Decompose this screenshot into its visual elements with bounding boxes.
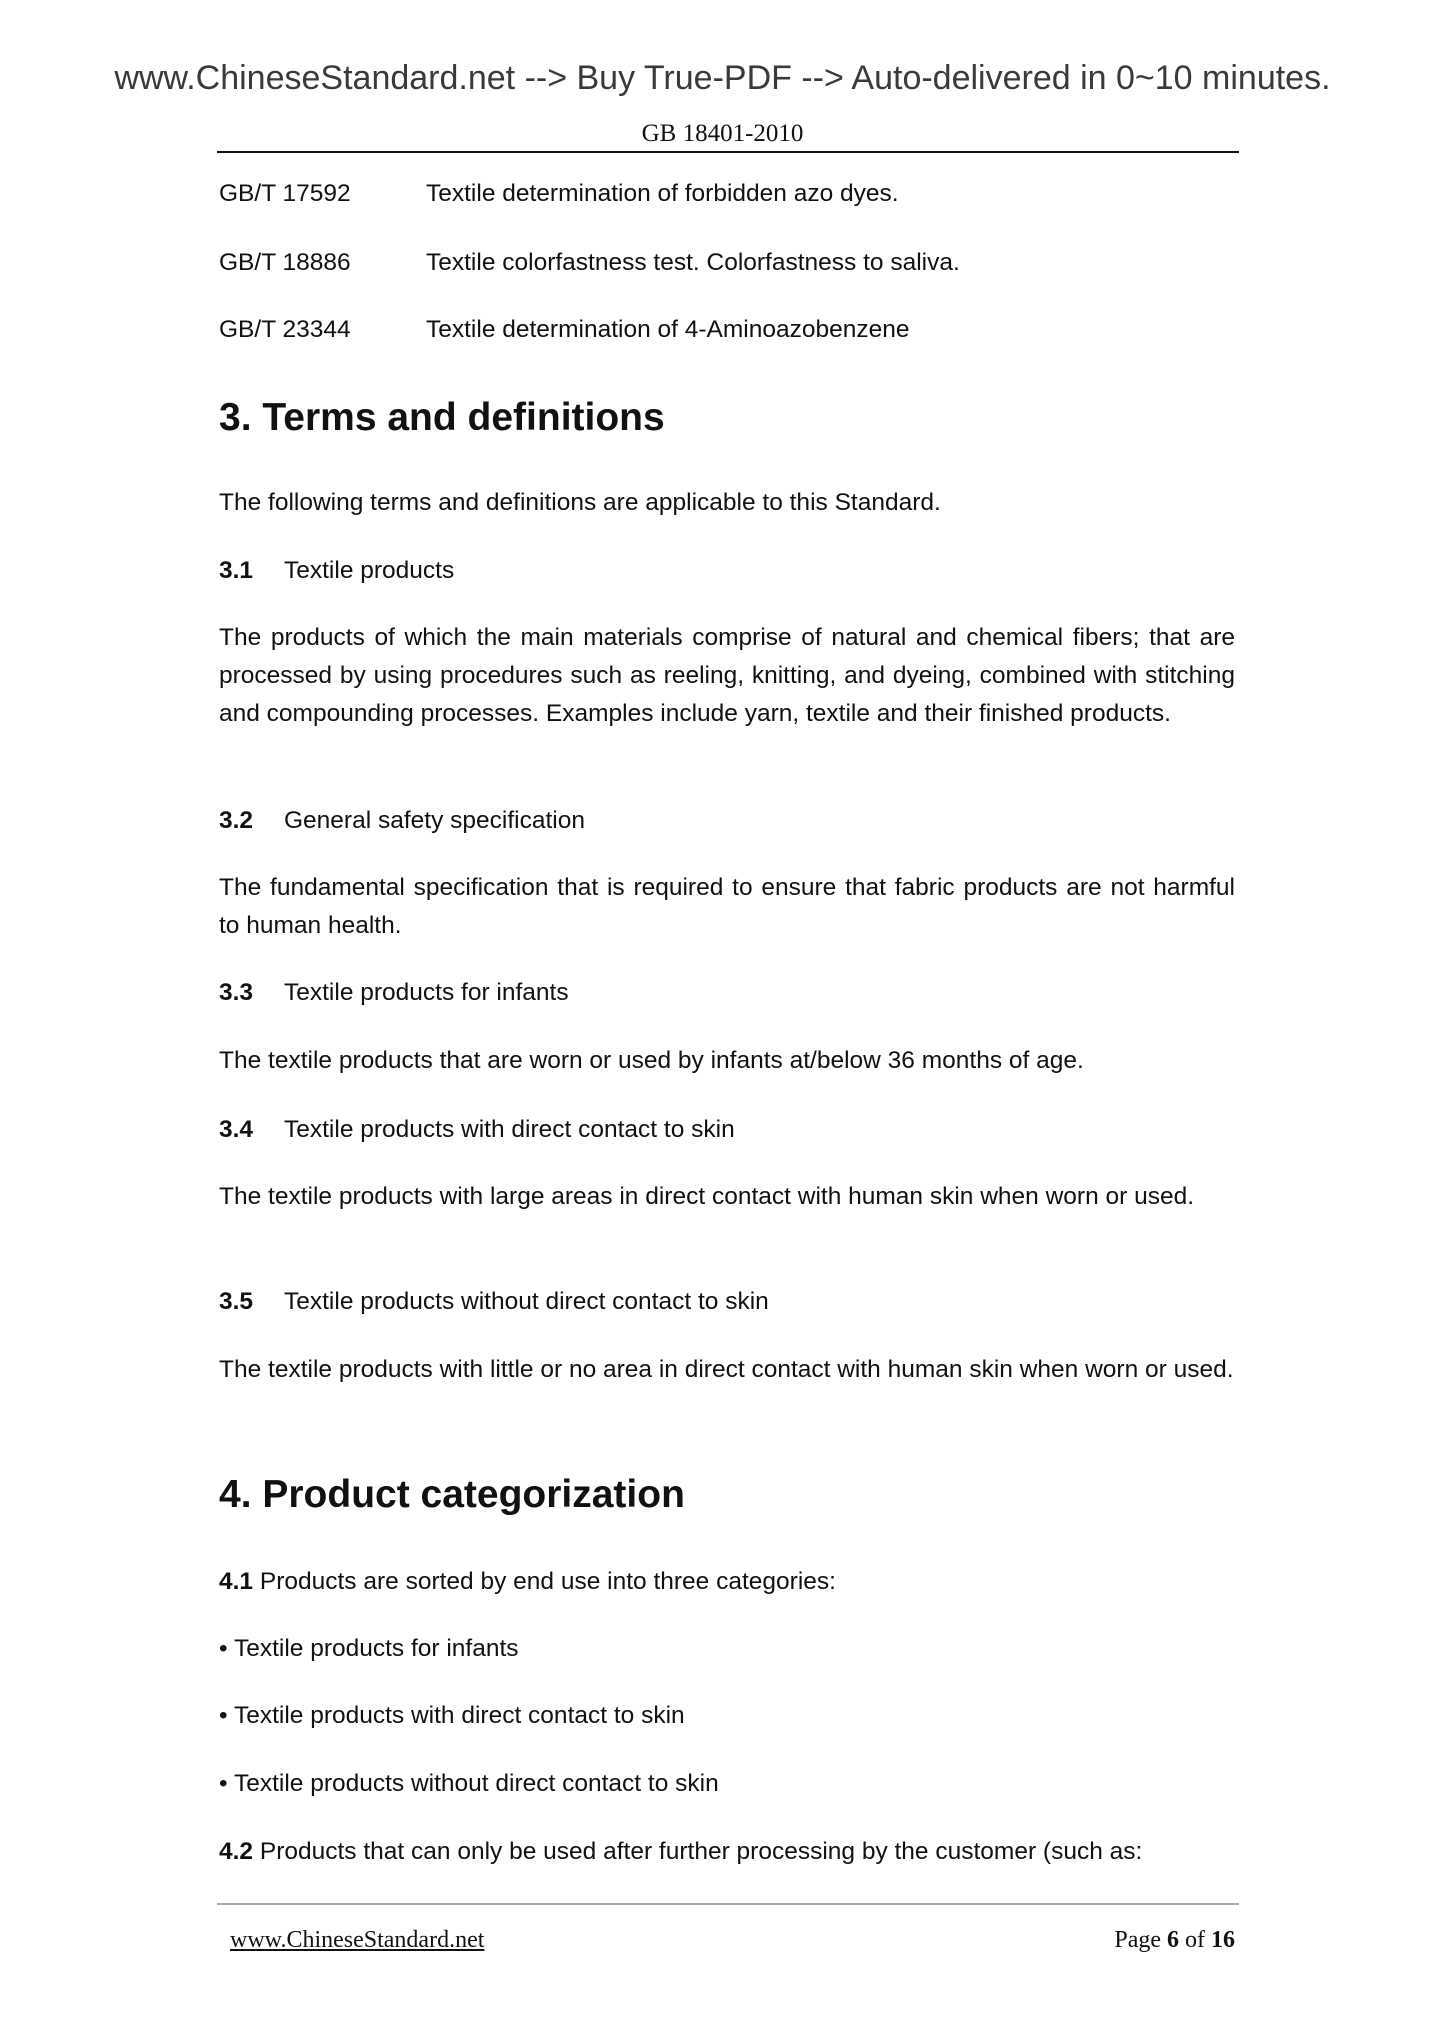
section-heading: 3. Terms and definitions	[219, 396, 665, 439]
term-title	[219, 552, 1235, 590]
banner-text: www.ChineseStandard.net --> Buy True-PDF --> Auto-delivered in 0~10 minutes.	[114, 59, 1331, 97]
term-number: 3.4	[219, 1116, 254, 1143]
page-current: 6	[1167, 1927, 1179, 1953]
term-title	[219, 802, 1235, 840]
term-number: 3.1	[219, 557, 254, 584]
footer-website-link[interactable]: www.ChineseStandard.net	[230, 1927, 485, 1953]
document-id: GB 18401-2010	[641, 120, 804, 147]
term-definition: The textile products that are worn or used by infants at/below 36 months of age.	[219, 1047, 1084, 1074]
term-title	[219, 974, 1235, 1012]
clause-number: 4.1	[219, 1568, 254, 1595]
clause-text: Products that can only be used after further processing by the customer (such as:	[253, 1838, 1143, 1865]
term-label: Textile products	[284, 557, 455, 584]
term-label: General safety specification	[284, 807, 585, 834]
bullet-item: • Textile products for infants	[219, 1635, 519, 1662]
term-title	[219, 1111, 1235, 1149]
term-definition: The textile products with large areas in direct contact with human skin when worn or used.	[219, 1183, 1195, 1210]
page-prefix: Page	[1114, 1927, 1167, 1953]
section-intro: The following terms and definitions are applicable to this Standard.	[219, 489, 941, 516]
reference-code: GB/T 17592	[219, 180, 351, 207]
term-label: Textile products with direct contact to skin	[284, 1116, 735, 1143]
term-label: Textile products for infants	[284, 979, 569, 1006]
page-mid: of	[1179, 1927, 1211, 1953]
footer-divider	[217, 1903, 1239, 1905]
header-divider	[217, 151, 1239, 153]
bullet-item: • Textile products without direct contact to skin	[219, 1770, 719, 1797]
reference-title: Textile colorfastness test. Colorfastness to saliva.	[426, 249, 960, 276]
page-number	[1114, 1924, 1235, 1956]
clause-4-1	[219, 1563, 1235, 1601]
term-number: 3.3	[219, 979, 254, 1006]
term-title	[219, 1283, 1235, 1321]
reference-code: GB/T 23344	[219, 316, 351, 343]
term-definition: The textile products with little or no area in direct contact with human skin when worn or used.	[219, 1356, 1234, 1383]
term-number: 3.2	[219, 807, 254, 834]
reference-title: Textile determination of forbidden azo dyes.	[426, 180, 899, 207]
page-total: 16	[1211, 1927, 1235, 1953]
clause-number: 4.2	[219, 1838, 254, 1865]
reference-title: Textile determination of 4-Aminoazobenzene	[426, 316, 910, 343]
term-label: Textile products without direct contact to skin	[284, 1288, 769, 1315]
term-definition: The products of which the main materials comprise of natural and chemical fibers; that are processed by using procedures such as reeling, knitting, and dyeing, combined with stitching and compounding processes. Examples include yarn, textile and their finished products.	[219, 624, 1235, 727]
reference-code: GB/T 18886	[219, 249, 351, 276]
clause-text: Products are sorted by end use into three categories:	[253, 1568, 836, 1595]
term-definition: The fundamental specification that is required to ensure that fabric products are not harmful to human health.	[219, 874, 1235, 939]
section-heading: 4. Product categorization	[219, 1473, 685, 1516]
term-number: 3.5	[219, 1288, 254, 1315]
bullet-item: • Textile products with direct contact to skin	[219, 1702, 685, 1729]
clause-4-2	[219, 1833, 1235, 1871]
